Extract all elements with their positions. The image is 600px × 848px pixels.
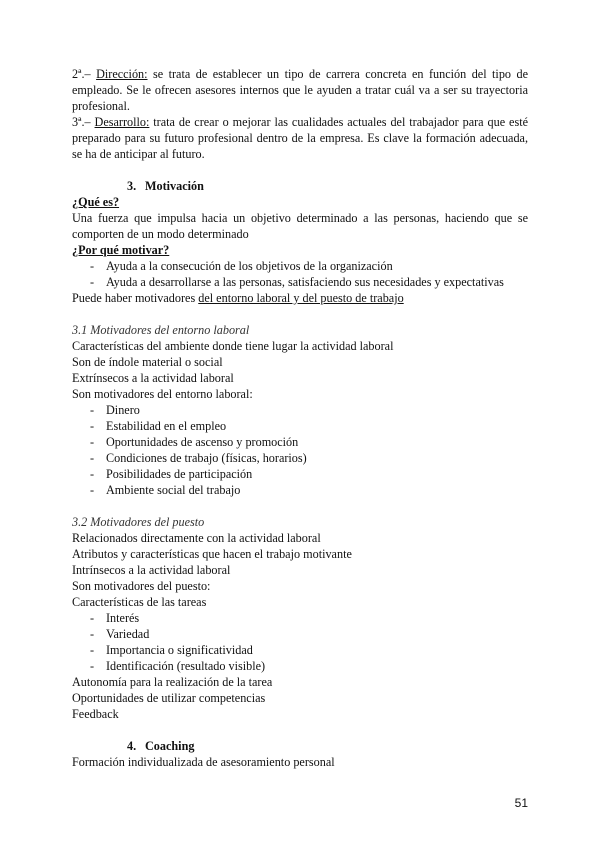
section-3-heading xyxy=(127,178,528,194)
list-item: Feedback xyxy=(72,707,119,721)
list-item: - Condiciones de trabajo (físicas, horarios) xyxy=(72,450,528,466)
what-answer: Una fuerza que impulsa hacia un objetivo determinado a las personas, haciendo que se comporten de un modo determinado xyxy=(72,211,528,241)
list-item: Características de las tareas xyxy=(72,595,207,609)
ordinal-3: 3ª.– xyxy=(72,115,95,129)
list-item: - Ambiente social del trabajo xyxy=(72,482,528,498)
list-item: Son motivadores del entorno laboral: xyxy=(72,387,253,401)
page-number: 51 xyxy=(514,796,528,810)
list-item: Extrínsecos a la actividad laboral xyxy=(72,371,234,385)
why-list xyxy=(72,258,528,290)
section-4-title: Coaching xyxy=(145,739,195,753)
section-4-heading xyxy=(127,738,528,754)
list-item: Características del ambiente donde tiene lugar la actividad laboral xyxy=(72,339,394,353)
list-item: - Posibilidades de participación xyxy=(72,466,528,482)
term-direccion: Dirección: xyxy=(96,67,148,81)
list-item: - Identificación (resultado visible) xyxy=(72,658,528,674)
list-item: Intrínsecos a la actividad laboral xyxy=(72,563,231,577)
paragraph-desarrollo xyxy=(72,114,528,162)
list-item: - Variedad xyxy=(72,626,528,642)
document-page xyxy=(72,66,528,770)
direccion-text: se trata de establecer un tipo de carrera concreta en función del tipo de empleado. Se le ofrecen asesores internos que le ayuden a tratar cuál va a ser su trayectoria profesional. xyxy=(72,67,528,113)
what-question: ¿Qué es? xyxy=(72,195,120,209)
list-item: - Interés xyxy=(72,610,528,626)
motivators-underlined: del entorno laboral y del puesto de trabajo xyxy=(198,291,404,305)
entorno-list xyxy=(72,402,528,498)
section-3-number: 3. xyxy=(127,179,137,193)
ordinal-2: 2ª.– xyxy=(72,67,97,81)
list-item: - Estabilidad en el empleo xyxy=(72,418,528,434)
term-desarrollo: Desarrollo: xyxy=(94,115,150,129)
list-item: - Oportunidades de ascenso y promoción xyxy=(72,434,528,450)
coaching-text: Formación individualizada de asesoramiento personal xyxy=(72,755,335,769)
list-item: - Importancia o significatividad xyxy=(72,642,528,658)
section-3-title: Motivación xyxy=(145,179,204,193)
list-item: Son de índole material o social xyxy=(72,355,223,369)
motivators-prefix: Puede haber motivadores xyxy=(72,291,199,305)
desarrollo-text: trata de crear o mejorar las cualidades actuales del trabajador para que esté preparado para su futuro profesional dentro de la empresa. Es clave la formación adecuada, se ha de anticipar al futuro. xyxy=(72,115,528,161)
motivators-line xyxy=(72,290,528,306)
list-item: - Ayuda a la consecución de los objetivos de la organización xyxy=(72,258,528,274)
section-32-title: 3.2 Motivadores del puesto xyxy=(72,515,205,529)
list-item: Son motivadores del puesto: xyxy=(72,579,211,593)
puesto-list xyxy=(72,610,528,674)
list-item: Autonomía para la realización de la tarea xyxy=(72,675,273,689)
list-item: Atributos y características que hacen el trabajo motivante xyxy=(72,547,352,561)
list-item: - Ayuda a desarrollarse a las personas, satisfaciendo sus necesidades y expectativas xyxy=(72,274,528,290)
list-item: Relacionados directamente con la actividad laboral xyxy=(72,531,321,545)
section-4-number: 4. xyxy=(127,739,137,753)
why-question: ¿Por qué motivar? xyxy=(72,243,170,257)
paragraph-direccion xyxy=(72,66,528,114)
list-item: Oportunidades de utilizar competencias xyxy=(72,691,266,705)
section-31-title: 3.1 Motivadores del entorno laboral xyxy=(72,323,250,337)
list-item: - Dinero xyxy=(72,402,528,418)
